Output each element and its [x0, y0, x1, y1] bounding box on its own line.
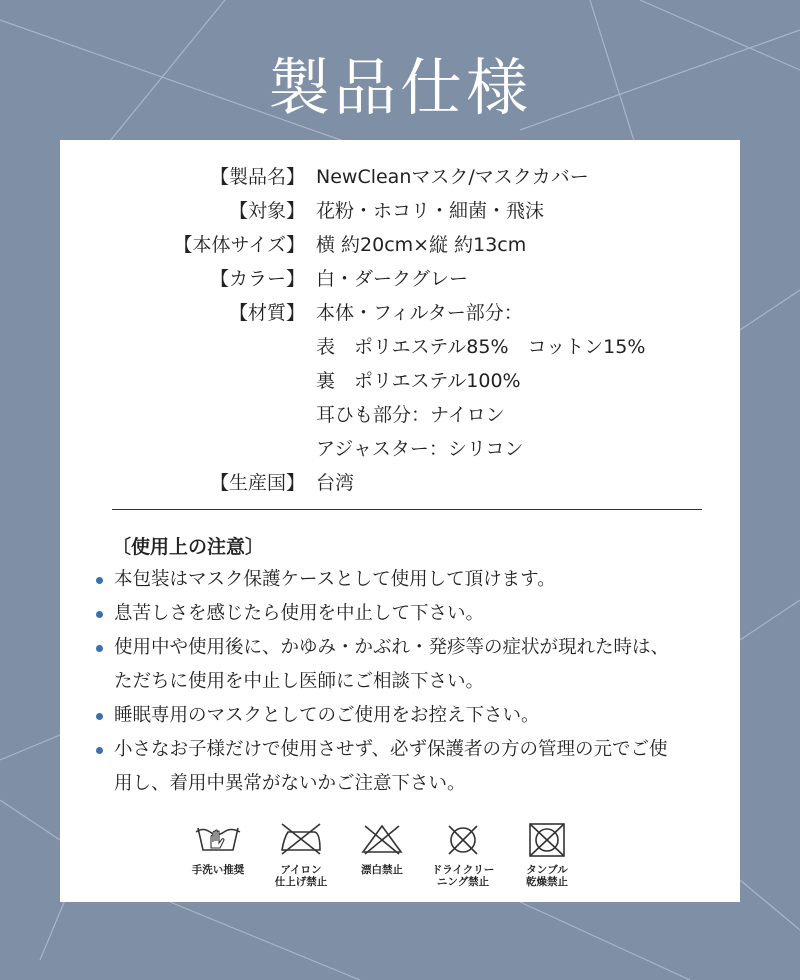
- caution-text: 睡眠専用のマスクとしてのご使用をお控え下さい。: [114, 705, 540, 726]
- spec-value: NewCleanマスク/マスクカバー: [316, 166, 589, 188]
- caution-text: 使用中や使用後に、かゆみ・かぶれ・発疹等の症状が現れた時は、: [114, 637, 670, 658]
- care-symbol: [256, 820, 346, 888]
- spec-row: [60, 228, 740, 262]
- page-title: 製品仕様: [267, 51, 532, 124]
- no-dry-clean-icon: [440, 820, 486, 858]
- bullet-icon: [96, 645, 103, 652]
- spec-card: [60, 140, 740, 902]
- care-symbol: [502, 820, 592, 888]
- caution-text: ただちに使用を中止し医師にご相談下さい。: [114, 671, 485, 692]
- spec-label: 【カラー】: [209, 268, 305, 290]
- care-label: 漂白禁止: [361, 864, 403, 876]
- spec-row: [60, 466, 740, 500]
- spec-value: 白・ダークグレー: [316, 268, 469, 290]
- care-symbol: [337, 820, 427, 876]
- caution-item: [96, 631, 721, 699]
- spec-value: 表 ポリエステル85% コットン15%: [316, 336, 646, 358]
- spec-label: 【材質】: [228, 302, 305, 324]
- bullet-icon: [96, 713, 103, 720]
- spec-value: 裏 ポリエステル100%: [316, 370, 521, 392]
- bullet-icon: [96, 747, 103, 754]
- no-bleach-icon: [359, 820, 405, 858]
- caution-item: [96, 563, 721, 597]
- care-symbol: [418, 820, 508, 888]
- caution-text: 本包装はマスク保護ケースとして使用して頂けます。: [114, 569, 556, 590]
- caution-item: [96, 699, 721, 733]
- caution-item: [96, 597, 721, 631]
- hand-wash-icon: [195, 820, 241, 858]
- divider: [112, 509, 702, 510]
- spec-value: 花粉・ホコリ・細菌・飛沫: [316, 200, 545, 222]
- spec-label: 【生産国】: [209, 472, 305, 494]
- spec-value: 横 約20cm×縦 約13cm: [316, 234, 527, 256]
- spec-row: [60, 330, 740, 364]
- caution-item: [96, 733, 721, 801]
- spec-value: 台湾: [316, 472, 355, 494]
- spec-value: 本体・フィルター部分：: [316, 302, 523, 324]
- spec-value: アジャスター：シリコン: [316, 438, 524, 460]
- care-symbol: [173, 820, 263, 876]
- care-label: ドライクリー ニング禁止: [431, 864, 495, 888]
- caution-text: 息苦しさを感じたら使用を中止して下さい。: [114, 603, 485, 624]
- care-label: 手洗い推奨: [191, 864, 245, 876]
- no-iron-icon: [278, 820, 324, 858]
- spec-row: [60, 364, 740, 398]
- caution-text: 小さなお子様だけで使用させず、必ず保護者の方の管理の元でご使: [114, 739, 668, 760]
- spec-row: [60, 194, 740, 228]
- spec-row: [60, 262, 740, 296]
- spec-label: 【対象】: [228, 200, 305, 222]
- bullet-icon: [96, 611, 103, 618]
- spec-row: [60, 296, 740, 330]
- spec-row: [60, 432, 740, 466]
- spec-label: 【本体サイズ】: [173, 234, 305, 256]
- spec-row: [60, 398, 740, 432]
- spec-row: [60, 160, 740, 194]
- care-label: タンブル 乾燥禁止: [526, 864, 568, 888]
- no-tumble-dry-icon: [524, 820, 570, 858]
- spec-value: 耳ひも部分：ナイロン: [316, 404, 505, 426]
- spec-label: 【製品名】: [209, 166, 305, 188]
- care-label: アイロン 仕上げ禁止: [274, 864, 328, 888]
- notes-title: 〔使用上の注意〕: [112, 536, 265, 558]
- caution-text: 用し、着用中異常がないかご注意下さい。: [114, 773, 466, 794]
- bullet-icon: [96, 577, 103, 584]
